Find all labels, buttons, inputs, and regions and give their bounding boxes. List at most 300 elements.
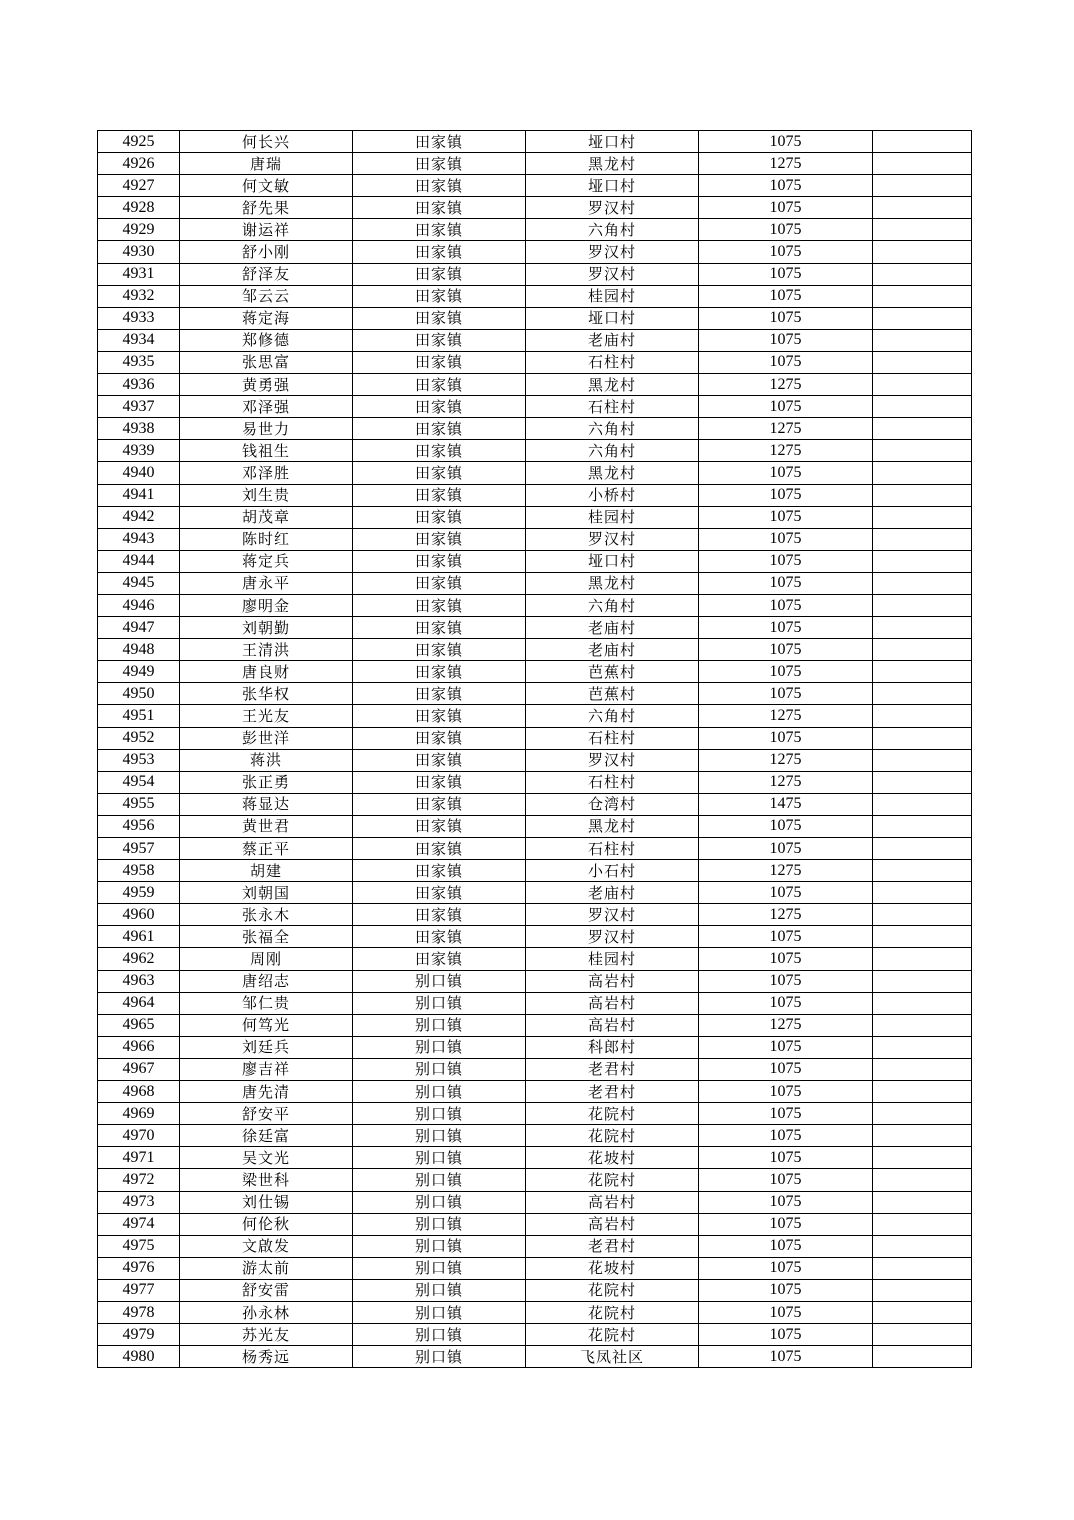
- town-cell: 田家镇: [353, 197, 526, 219]
- table-row: [98, 1169, 972, 1191]
- village-cell: 桂园村: [526, 285, 699, 307]
- village-cell: 飞凤社区: [526, 1346, 699, 1368]
- name-cell: 何长兴: [180, 131, 353, 153]
- remark-cell: [873, 1257, 972, 1279]
- village-cell: 老君村: [526, 1235, 699, 1257]
- serial-number-cell: 4940: [98, 462, 180, 484]
- table-row: [98, 1191, 972, 1213]
- village-cell: 花坡村: [526, 1147, 699, 1169]
- village-cell: 老庙村: [526, 329, 699, 351]
- remark-cell: [873, 639, 972, 661]
- amount-cell: 1075: [699, 1191, 873, 1213]
- table-row: [98, 838, 972, 860]
- village-cell: 黑龙村: [526, 815, 699, 837]
- serial-number-cell: 4949: [98, 661, 180, 683]
- village-cell: 小桥村: [526, 484, 699, 506]
- amount-cell: 1075: [699, 1279, 873, 1301]
- table-row: [98, 175, 972, 197]
- remark-cell: [873, 1147, 972, 1169]
- table-row: [98, 705, 972, 727]
- town-cell: 田家镇: [353, 396, 526, 418]
- table-row: [98, 219, 972, 241]
- remark-cell: [873, 882, 972, 904]
- town-cell: 田家镇: [353, 793, 526, 815]
- village-cell: 石柱村: [526, 838, 699, 860]
- table-body: [98, 131, 972, 1368]
- amount-cell: 1075: [699, 396, 873, 418]
- amount-cell: 1275: [699, 153, 873, 175]
- serial-number-cell: 4942: [98, 506, 180, 528]
- serial-number-cell: 4933: [98, 307, 180, 329]
- name-cell: 蒋洪: [180, 749, 353, 771]
- remark-cell: [873, 970, 972, 992]
- name-cell: 王清洪: [180, 639, 353, 661]
- town-cell: 田家镇: [353, 815, 526, 837]
- town-cell: 田家镇: [353, 219, 526, 241]
- serial-number-cell: 4954: [98, 771, 180, 793]
- village-cell: 石柱村: [526, 396, 699, 418]
- name-cell: 蒋定海: [180, 307, 353, 329]
- town-cell: 别口镇: [353, 1103, 526, 1125]
- table-row: [98, 506, 972, 528]
- amount-cell: 1075: [699, 683, 873, 705]
- serial-number-cell: 4957: [98, 838, 180, 860]
- remark-cell: [873, 904, 972, 926]
- town-cell: 田家镇: [353, 528, 526, 550]
- table-row: [98, 771, 972, 793]
- village-cell: 垭口村: [526, 550, 699, 572]
- name-cell: 谢运祥: [180, 219, 353, 241]
- serial-number-cell: 4971: [98, 1147, 180, 1169]
- remark-cell: [873, 926, 972, 948]
- amount-cell: 1075: [699, 550, 873, 572]
- town-cell: 田家镇: [353, 153, 526, 175]
- name-cell: 刘仕锡: [180, 1191, 353, 1213]
- table-row: [98, 484, 972, 506]
- remark-cell: [873, 683, 972, 705]
- amount-cell: 1075: [699, 351, 873, 373]
- table-row: [98, 926, 972, 948]
- name-cell: 唐良财: [180, 661, 353, 683]
- name-cell: 刘朝国: [180, 882, 353, 904]
- table-row: [98, 815, 972, 837]
- village-cell: 花院村: [526, 1279, 699, 1301]
- table-row: [98, 1301, 972, 1323]
- amount-cell: 1075: [699, 1235, 873, 1257]
- serial-number-cell: 4944: [98, 550, 180, 572]
- village-cell: 小石村: [526, 860, 699, 882]
- amount-cell: 1075: [699, 219, 873, 241]
- serial-number-cell: 4931: [98, 263, 180, 285]
- name-cell: 黄勇强: [180, 374, 353, 396]
- amount-cell: 1075: [699, 175, 873, 197]
- name-cell: 唐绍志: [180, 970, 353, 992]
- table-row: [98, 329, 972, 351]
- amount-cell: 1075: [699, 1103, 873, 1125]
- village-cell: 石柱村: [526, 351, 699, 373]
- remark-cell: [873, 418, 972, 440]
- serial-number-cell: 4937: [98, 396, 180, 418]
- town-cell: 田家镇: [353, 594, 526, 616]
- amount-cell: 1075: [699, 462, 873, 484]
- serial-number-cell: 4935: [98, 351, 180, 373]
- serial-number-cell: 4973: [98, 1191, 180, 1213]
- remark-cell: [873, 1279, 972, 1301]
- remark-cell: [873, 329, 972, 351]
- table-row: [98, 904, 972, 926]
- table-row: [98, 860, 972, 882]
- table-row: [98, 550, 972, 572]
- town-cell: 别口镇: [353, 1301, 526, 1323]
- town-cell: 田家镇: [353, 860, 526, 882]
- serial-number-cell: 4979: [98, 1324, 180, 1346]
- town-cell: 田家镇: [353, 462, 526, 484]
- town-cell: 别口镇: [353, 1058, 526, 1080]
- town-cell: 田家镇: [353, 329, 526, 351]
- serial-number-cell: 4946: [98, 594, 180, 616]
- serial-number-cell: 4965: [98, 1014, 180, 1036]
- name-cell: 张永木: [180, 904, 353, 926]
- table-row: [98, 639, 972, 661]
- name-cell: 胡茂章: [180, 506, 353, 528]
- serial-number-cell: 4953: [98, 749, 180, 771]
- amount-cell: 1075: [699, 197, 873, 219]
- remark-cell: [873, 1169, 972, 1191]
- town-cell: 田家镇: [353, 418, 526, 440]
- town-cell: 别口镇: [353, 1257, 526, 1279]
- serial-number-cell: 4939: [98, 440, 180, 462]
- serial-number-cell: 4925: [98, 131, 180, 153]
- name-cell: 何伦秋: [180, 1213, 353, 1235]
- table-row: [98, 594, 972, 616]
- amount-cell: 1275: [699, 1014, 873, 1036]
- name-cell: 黄世君: [180, 815, 353, 837]
- remark-cell: [873, 1014, 972, 1036]
- table-row: [98, 1324, 972, 1346]
- amount-cell: 1075: [699, 617, 873, 639]
- serial-number-cell: 4968: [98, 1081, 180, 1103]
- town-cell: 别口镇: [353, 1169, 526, 1191]
- name-cell: 舒安平: [180, 1103, 353, 1125]
- village-cell: 六角村: [526, 219, 699, 241]
- table-row: [98, 882, 972, 904]
- name-cell: 廖明金: [180, 594, 353, 616]
- amount-cell: 1275: [699, 440, 873, 462]
- amount-cell: 1275: [699, 860, 873, 882]
- town-cell: 田家镇: [353, 374, 526, 396]
- town-cell: 田家镇: [353, 661, 526, 683]
- serial-number-cell: 4959: [98, 882, 180, 904]
- remark-cell: [873, 1125, 972, 1147]
- remark-cell: [873, 727, 972, 749]
- name-cell: 邓泽强: [180, 396, 353, 418]
- table-row: [98, 307, 972, 329]
- remark-cell: [873, 1301, 972, 1323]
- table-row: [98, 1081, 972, 1103]
- village-cell: 罗汉村: [526, 528, 699, 550]
- serial-number-cell: 4941: [98, 484, 180, 506]
- table-row: [98, 1014, 972, 1036]
- table-row: [98, 241, 972, 263]
- name-cell: 舒泽友: [180, 263, 353, 285]
- remark-cell: [873, 175, 972, 197]
- village-cell: 罗汉村: [526, 197, 699, 219]
- name-cell: 吴文光: [180, 1147, 353, 1169]
- village-cell: 高岩村: [526, 1191, 699, 1213]
- town-cell: 别口镇: [353, 1036, 526, 1058]
- serial-number-cell: 4969: [98, 1103, 180, 1125]
- remark-cell: [873, 351, 972, 373]
- remark-cell: [873, 1235, 972, 1257]
- serial-number-cell: 4964: [98, 992, 180, 1014]
- serial-number-cell: 4961: [98, 926, 180, 948]
- town-cell: 田家镇: [353, 484, 526, 506]
- amount-cell: 1075: [699, 1081, 873, 1103]
- amount-cell: 1075: [699, 263, 873, 285]
- remark-cell: [873, 1346, 972, 1368]
- amount-cell: 1275: [699, 771, 873, 793]
- town-cell: 田家镇: [353, 285, 526, 307]
- name-cell: 钱祖生: [180, 440, 353, 462]
- village-cell: 老君村: [526, 1058, 699, 1080]
- remark-cell: [873, 1324, 972, 1346]
- serial-number-cell: 4966: [98, 1036, 180, 1058]
- remark-cell: [873, 948, 972, 970]
- village-cell: 老庙村: [526, 617, 699, 639]
- name-cell: 舒安雷: [180, 1279, 353, 1301]
- village-cell: 花院村: [526, 1301, 699, 1323]
- name-cell: 张华权: [180, 683, 353, 705]
- remark-cell: [873, 307, 972, 329]
- name-cell: 刘廷兵: [180, 1036, 353, 1058]
- village-cell: 仓湾村: [526, 793, 699, 815]
- village-cell: 六角村: [526, 705, 699, 727]
- village-cell: 花院村: [526, 1324, 699, 1346]
- village-cell: 罗汉村: [526, 904, 699, 926]
- village-cell: 六角村: [526, 440, 699, 462]
- name-cell: 邹云云: [180, 285, 353, 307]
- remark-cell: [873, 197, 972, 219]
- amount-cell: 1075: [699, 838, 873, 860]
- amount-cell: 1075: [699, 926, 873, 948]
- village-cell: 罗汉村: [526, 926, 699, 948]
- village-cell: 高岩村: [526, 1213, 699, 1235]
- town-cell: 田家镇: [353, 572, 526, 594]
- serial-number-cell: 4936: [98, 374, 180, 396]
- amount-cell: 1275: [699, 705, 873, 727]
- amount-cell: 1275: [699, 418, 873, 440]
- amount-cell: 1075: [699, 1036, 873, 1058]
- table-row: [98, 528, 972, 550]
- town-cell: 田家镇: [353, 175, 526, 197]
- town-cell: 别口镇: [353, 1081, 526, 1103]
- name-cell: 易世力: [180, 418, 353, 440]
- name-cell: 刘朝勤: [180, 617, 353, 639]
- amount-cell: 1275: [699, 749, 873, 771]
- village-cell: 罗汉村: [526, 241, 699, 263]
- town-cell: 田家镇: [353, 263, 526, 285]
- amount-cell: 1075: [699, 948, 873, 970]
- serial-number-cell: 4951: [98, 705, 180, 727]
- village-cell: 垭口村: [526, 307, 699, 329]
- remark-cell: [873, 219, 972, 241]
- amount-cell: 1075: [699, 1169, 873, 1191]
- name-cell: 廖吉祥: [180, 1058, 353, 1080]
- remark-cell: [873, 1103, 972, 1125]
- name-cell: 陈时红: [180, 528, 353, 550]
- name-cell: 胡建: [180, 860, 353, 882]
- village-cell: 桂园村: [526, 506, 699, 528]
- remark-cell: [873, 131, 972, 153]
- name-cell: 梁世科: [180, 1169, 353, 1191]
- serial-number-cell: 4945: [98, 572, 180, 594]
- amount-cell: 1075: [699, 241, 873, 263]
- serial-number-cell: 4929: [98, 219, 180, 241]
- remark-cell: [873, 749, 972, 771]
- table-row: [98, 749, 972, 771]
- serial-number-cell: 4962: [98, 948, 180, 970]
- table-row: [98, 1346, 972, 1368]
- amount-cell: 1075: [699, 727, 873, 749]
- name-cell: 孙永林: [180, 1301, 353, 1323]
- town-cell: 别口镇: [353, 970, 526, 992]
- serial-number-cell: 4927: [98, 175, 180, 197]
- village-cell: 石柱村: [526, 727, 699, 749]
- town-cell: 田家镇: [353, 307, 526, 329]
- serial-number-cell: 4958: [98, 860, 180, 882]
- town-cell: 别口镇: [353, 992, 526, 1014]
- remark-cell: [873, 1081, 972, 1103]
- remark-cell: [873, 793, 972, 815]
- amount-cell: 1075: [699, 815, 873, 837]
- table-row: [98, 462, 972, 484]
- remark-cell: [873, 992, 972, 1014]
- town-cell: 田家镇: [353, 440, 526, 462]
- remark-cell: [873, 241, 972, 263]
- village-cell: 老庙村: [526, 882, 699, 904]
- amount-cell: 1075: [699, 970, 873, 992]
- table-row: [98, 351, 972, 373]
- name-cell: 何文敏: [180, 175, 353, 197]
- amount-cell: 1075: [699, 1324, 873, 1346]
- table-row: [98, 948, 972, 970]
- amount-cell: 1075: [699, 572, 873, 594]
- amount-cell: 1075: [699, 1213, 873, 1235]
- town-cell: 田家镇: [353, 639, 526, 661]
- serial-number-cell: 4943: [98, 528, 180, 550]
- remark-cell: [873, 440, 972, 462]
- table-row: [98, 1103, 972, 1125]
- table-row: [98, 572, 972, 594]
- name-cell: 舒小刚: [180, 241, 353, 263]
- serial-number-cell: 4955: [98, 793, 180, 815]
- town-cell: 田家镇: [353, 882, 526, 904]
- table-row: [98, 131, 972, 153]
- name-cell: 邓泽胜: [180, 462, 353, 484]
- name-cell: 游太前: [180, 1257, 353, 1279]
- village-cell: 黑龙村: [526, 374, 699, 396]
- table-row: [98, 418, 972, 440]
- table-row: [98, 153, 972, 175]
- table-row: [98, 1235, 972, 1257]
- village-cell: 花院村: [526, 1125, 699, 1147]
- table-row: [98, 1279, 972, 1301]
- remark-cell: [873, 594, 972, 616]
- name-cell: 王光友: [180, 705, 353, 727]
- name-cell: 唐永平: [180, 572, 353, 594]
- name-cell: 彭世洋: [180, 727, 353, 749]
- serial-number-cell: 4960: [98, 904, 180, 926]
- serial-number-cell: 4934: [98, 329, 180, 351]
- table-row: [98, 617, 972, 639]
- village-cell: 花院村: [526, 1169, 699, 1191]
- remark-cell: [873, 572, 972, 594]
- remark-cell: [873, 374, 972, 396]
- town-cell: 别口镇: [353, 1279, 526, 1301]
- village-cell: 高岩村: [526, 970, 699, 992]
- remark-cell: [873, 506, 972, 528]
- village-cell: 高岩村: [526, 992, 699, 1014]
- serial-number-cell: 4980: [98, 1346, 180, 1368]
- name-cell: 唐瑞: [180, 153, 353, 175]
- town-cell: 田家镇: [353, 948, 526, 970]
- town-cell: 田家镇: [353, 550, 526, 572]
- table-row: [98, 440, 972, 462]
- table-row: [98, 992, 972, 1014]
- remark-cell: [873, 285, 972, 307]
- amount-cell: 1075: [699, 307, 873, 329]
- village-cell: 老君村: [526, 1081, 699, 1103]
- town-cell: 田家镇: [353, 749, 526, 771]
- village-cell: 垭口村: [526, 131, 699, 153]
- amount-cell: 1075: [699, 285, 873, 307]
- town-cell: 别口镇: [353, 1014, 526, 1036]
- amount-cell: 1075: [699, 1301, 873, 1323]
- town-cell: 田家镇: [353, 705, 526, 727]
- name-cell: 张正勇: [180, 771, 353, 793]
- town-cell: 别口镇: [353, 1147, 526, 1169]
- village-cell: 罗汉村: [526, 749, 699, 771]
- town-cell: 田家镇: [353, 771, 526, 793]
- table-row: [98, 1036, 972, 1058]
- name-cell: 苏光友: [180, 1324, 353, 1346]
- table-row: [98, 793, 972, 815]
- name-cell: 杨秀远: [180, 1346, 353, 1368]
- serial-number-cell: 4947: [98, 617, 180, 639]
- town-cell: 别口镇: [353, 1324, 526, 1346]
- name-cell: 文啟发: [180, 1235, 353, 1257]
- remark-cell: [873, 263, 972, 285]
- serial-number-cell: 4977: [98, 1279, 180, 1301]
- data-table: [97, 130, 972, 1368]
- village-cell: 花坡村: [526, 1257, 699, 1279]
- town-cell: 别口镇: [353, 1191, 526, 1213]
- remark-cell: [873, 1191, 972, 1213]
- name-cell: 刘生贵: [180, 484, 353, 506]
- remark-cell: [873, 153, 972, 175]
- town-cell: 田家镇: [353, 351, 526, 373]
- town-cell: 田家镇: [353, 727, 526, 749]
- remark-cell: [873, 1213, 972, 1235]
- table-row: [98, 1147, 972, 1169]
- remark-cell: [873, 838, 972, 860]
- town-cell: 别口镇: [353, 1125, 526, 1147]
- amount-cell: 1475: [699, 793, 873, 815]
- remark-cell: [873, 528, 972, 550]
- name-cell: 蒋显达: [180, 793, 353, 815]
- remark-cell: [873, 617, 972, 639]
- table-row: [98, 197, 972, 219]
